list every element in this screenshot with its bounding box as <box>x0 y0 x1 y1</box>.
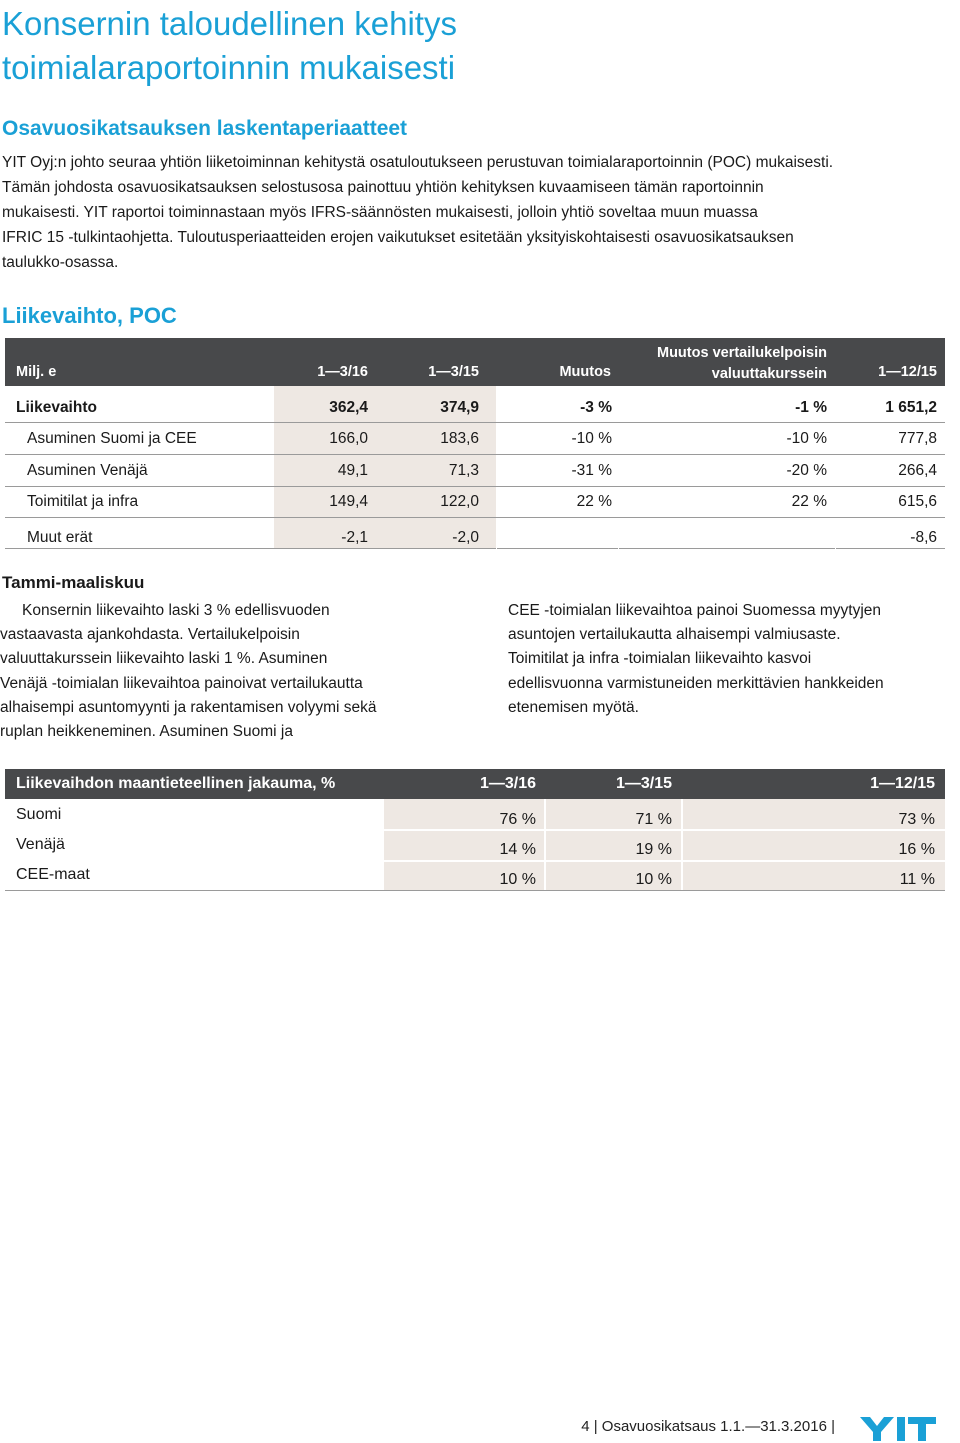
text-line: etenemisen myötä. <box>508 698 639 716</box>
cell-change: -3 % <box>580 399 612 416</box>
geo-row-label: CEE-maat <box>16 866 90 883</box>
row-label: Asuminen Venäjä <box>27 462 148 479</box>
text-line: vastaavasta ajankohdasta. Vertailukelpoisin <box>0 626 300 644</box>
text-line: Toimitilat ja infra -toimialan liikevaihto kasvoi <box>508 650 812 668</box>
text-line: Konsernin liikevaihto laski 3 % edellisvuoden <box>22 602 330 619</box>
header-change-fx-line1: Muutos vertailukelpoisin <box>657 345 827 361</box>
geo-table-header <box>5 769 945 799</box>
column-gap <box>544 799 546 890</box>
footer-text: Osavuosikatsaus 1.1.—31.3.2016 <box>601 1418 827 1435</box>
footer-separator: | <box>831 1418 835 1435</box>
header-unit: Milj. e <box>16 364 57 380</box>
page-number: 4 <box>581 1418 590 1435</box>
cell-q1-15: 71,3 <box>448 462 479 479</box>
header-change: Muutos <box>559 364 611 380</box>
intro-line: IFRIC 15 -tulkintaohjetta. Tuloutusperiaatteiden erojen vaikutukset esitetään yksityiskohtaisesti osavuosikatsauksen <box>2 229 794 246</box>
cell-q1-16: 166,0 <box>329 430 368 447</box>
intro-paragraph <box>2 150 932 275</box>
row-label: Asuminen Suomi ja CEE <box>27 430 197 447</box>
header-q1-16: 1—3/16 <box>317 364 368 380</box>
row-divider <box>5 486 945 487</box>
right-column-text <box>508 599 948 720</box>
text-line: edellisvuonna varmistuneiden merkittävien hankkeiden <box>508 674 884 692</box>
cell-fy15: -8,6 <box>910 529 937 546</box>
geo-row-label: Suomi <box>16 806 62 823</box>
cell-q1-16: -2,1 <box>341 529 368 546</box>
page-footer <box>581 1418 835 1435</box>
header-fy15: 1—12/15 <box>878 364 937 380</box>
cell-q1-15: 374,9 <box>440 399 479 416</box>
intro-line: mukaisesti. YIT raportoi toiminnastaan myös IFRS-säännösten mukaisesti, jolloin yhtiö soveltaa muun muassa <box>2 204 758 221</box>
row-gap <box>384 829 945 831</box>
cell-fy15: 777,8 <box>898 430 937 447</box>
row-divider <box>5 548 945 549</box>
geo-header-fy15: 1—12/15 <box>870 775 935 792</box>
left-column-text <box>0 599 440 744</box>
geo-cell-q1-15: 71 % <box>635 811 672 828</box>
geo-cell-q1-15: 10 % <box>635 871 672 888</box>
row-divider <box>5 517 945 518</box>
column-gap <box>681 799 683 890</box>
divider-gap <box>835 528 836 549</box>
text-line: asuntojen vertailukautta alhaisempi valmiusaste. <box>508 626 841 644</box>
cell-q1-15: 122,0 <box>440 493 479 510</box>
divider-gap <box>496 528 497 549</box>
text-line: CEE -toimialan liikevaihtoa painoi Suomessa myytyjen <box>508 602 882 619</box>
cell-fy15: 1 651,2 <box>885 399 937 416</box>
cell-q1-15: -2,0 <box>452 529 479 546</box>
cell-change-fx: -20 % <box>786 462 827 479</box>
cell-change-fx: -10 % <box>786 430 827 447</box>
poc-table-header <box>5 338 945 386</box>
row-divider <box>5 422 945 423</box>
geo-cell-q1-15: 19 % <box>635 841 672 858</box>
yit-logo <box>858 1413 938 1443</box>
cell-fy15: 615,6 <box>898 493 937 510</box>
cell-q1-15: 183,6 <box>440 430 479 447</box>
page-title-line-2: toimialaraportoinnin mukaisesti <box>2 49 456 86</box>
row-label: Muut erät <box>27 529 93 546</box>
geo-cell-q1-16: 76 % <box>499 811 536 828</box>
text-line: Venäjä -toimialan liikevaihtoa painoivat vertailukautta <box>0 674 363 692</box>
geo-cell-fy15: 73 % <box>898 811 935 828</box>
header-change-fx-line2: valuuttakurssein <box>711 366 827 382</box>
intro-line: taulukko-osassa. <box>2 254 119 271</box>
cell-change: -10 % <box>571 430 612 447</box>
cell-change: 22 % <box>576 493 612 510</box>
footer-separator: | <box>593 1418 598 1435</box>
cell-q1-16: 49,1 <box>337 462 368 479</box>
geo-header-q1-15: 1—3/15 <box>615 775 672 792</box>
geo-header-label: Liikevaihdon maantieteellinen jakauma, % <box>16 775 336 792</box>
geo-cell-q1-16: 10 % <box>499 871 536 888</box>
cell-change-fx: -1 % <box>795 399 827 416</box>
geo-row-label: Venäjä <box>16 836 65 853</box>
row-gap <box>384 860 945 862</box>
text-line: valuuttakurssein liikevaihto laski 1 %. Asuminen <box>0 650 328 668</box>
intro-line: YIT Oyj:n johto seuraa yhtiön liiketoiminnan kehitystä osatuloutukseen perustuvan toimialaraportoinnin (POC) mukaisesti. <box>2 154 834 171</box>
header-q1-15: 1—3/15 <box>428 364 479 380</box>
row-divider <box>5 454 945 455</box>
table-bottom-rule <box>5 890 945 891</box>
poc-heading: Liikevaihto, POC <box>2 303 177 328</box>
cell-q1-16: 362,4 <box>329 399 368 416</box>
intro-line: Tämän johdosta osavuosikatsauksen selostusosa painottuu yhtiön kehityksen kuvaamiseen tämän raportoinnin <box>2 179 764 196</box>
cell-fy15: 266,4 <box>898 462 937 479</box>
geo-cell-fy15: 16 % <box>898 841 935 858</box>
text-line: alhaisempi asuntomyynti ja rakentamisen volyymi sekä <box>0 698 377 716</box>
geo-cell-fy15: 11 % <box>899 871 935 888</box>
cell-q1-16: 149,4 <box>329 493 368 510</box>
text-line: ruplan heikkeneminen. Asuminen Suomi ja <box>0 723 293 741</box>
row-label: Toimitilat ja infra <box>27 493 139 510</box>
geo-cell-q1-16: 14 % <box>499 841 536 858</box>
section-heading: Osavuosikatsauksen laskentaperiaatteet <box>2 117 408 140</box>
geo-header-q1-16: 1—3/16 <box>479 775 536 792</box>
page-title-line-1: Konsernin taloudellinen kehitys <box>2 5 457 42</box>
cell-change: -31 % <box>571 462 612 479</box>
q1-heading: Tammi-maaliskuu <box>2 573 145 592</box>
page-title <box>2 2 457 90</box>
row-label: Liikevaihto <box>16 399 97 416</box>
cell-change-fx: 22 % <box>791 493 827 510</box>
header-change-fx <box>657 343 827 385</box>
divider-gap <box>618 528 619 549</box>
